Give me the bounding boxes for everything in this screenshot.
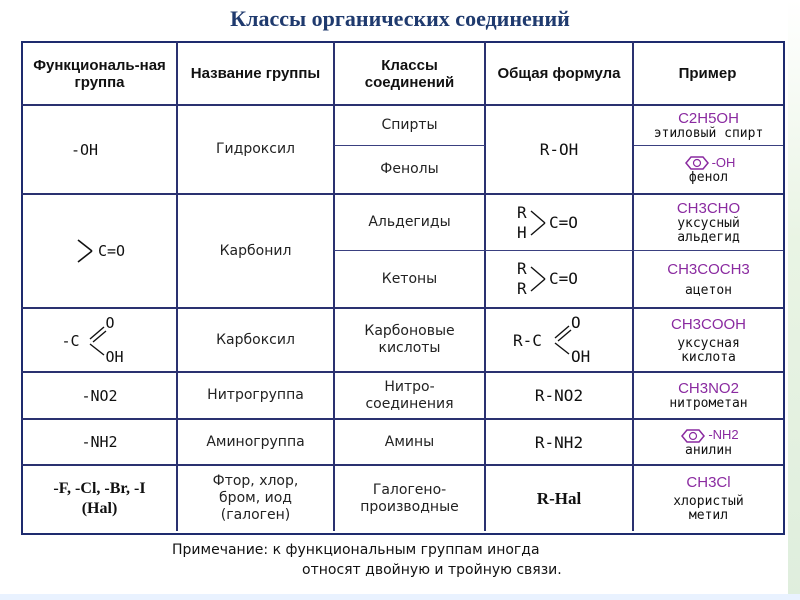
group-carboxyl [23,309,176,371]
group-carboxyl-o: O [105,314,115,332]
example-nitromethane-formula: CH3NO2 [678,380,739,397]
header-name: Название группы [190,65,321,82]
formula-hydroxyl: R-OH [539,140,579,159]
group-carbonyl [23,195,176,307]
class-nitro [335,373,484,418]
footnote-line2: относят двойную и тройную связи. [302,562,562,578]
carboxyl-bond-icon [88,322,108,360]
group-halogen [23,466,176,531]
benzene-ring-icon [682,155,712,171]
footnote-line1: Примечание: к функциональным группам иногда [172,542,540,558]
example-phenol-substituent: -OH [711,154,736,170]
name-hydroxyl: Гидроксил [216,141,295,157]
group-carbonyl-text: C=O [97,242,126,260]
carbonyl-bond-icon [74,236,96,266]
example-phenol-name: фенол [688,170,729,186]
example-acetic-name2: кислота [681,349,736,365]
slide-decoration-right [788,0,800,600]
name-halogen [178,466,333,531]
example-aniline-structure [678,426,738,444]
formula-carboxyl-rc: R-C [513,331,542,350]
formula-ketone [486,251,632,307]
example-ethanol [634,106,783,145]
group-amino: -NH2 [81,433,118,451]
example-ethanol-formula: C2H5OH [678,110,739,127]
formula-aldehyde-co: C=O [549,212,578,232]
example-aniline [634,420,783,464]
name-amino: Аминогруппа [206,433,305,450]
class-phenols: Фенолы [380,161,439,177]
example-ethanol-name: этиловый спирт [653,126,764,141]
formula-aldehyde [486,195,632,250]
formula-nitro: R-NO2 [534,386,584,405]
class-aldehydes: Альдегиды [368,214,451,230]
header-classes: Классы соединений [364,56,455,91]
example-methyl-chloride [634,466,783,531]
group-hydroxyl: -OH [71,140,99,159]
example-acetaldehyde-name1: уксусный [677,216,740,231]
example-acetone-formula: CH3COCH3 [667,260,750,278]
bond-lines-icon [529,263,549,295]
name-nitro: Нитрогруппа [207,387,304,403]
example-acetic-name1: уксусная [677,335,740,351]
formula-ketone-r1: R [517,259,527,278]
group-nitro: -NO2 [81,386,118,405]
benzene-ring-icon [678,428,708,444]
formula-carboxyl [486,309,632,371]
formula-carboxyl-oh: OH [571,347,591,366]
example-phenol [634,146,783,193]
class-nitro-line2: соединения [365,395,454,412]
group-halogen-line1: -F, -Cl, -Br, -I [53,479,146,497]
group-carboxyl-oh: OH [105,348,124,366]
page-title: Классы органических соединений [230,6,570,31]
name-halogen-line2: бром, иод [219,490,292,506]
formula-aldehyde-r: R [517,202,527,222]
class-carboxylic-line1: Карбоновые [364,323,455,339]
header-group: Функциональ-ная группа [33,56,166,91]
example-acetone-name: ацетон [685,282,732,298]
class-carboxylic-acids [335,309,484,371]
example-acetaldehyde-formula: CH3CHO [676,200,741,217]
name-carboxyl: Карбоксил [216,331,295,348]
header-formula: Общая формула [497,65,621,82]
class-amines: Амины [384,433,435,450]
example-acetaldehyde-name2: альдегид [677,230,740,245]
name-halogen-line3: (галоген) [220,507,291,523]
formula-ketone-r2: R [517,279,527,298]
formula-halogen: R-Hal [536,488,582,508]
carboxyl-bond-icon [553,321,573,359]
class-halogen-line1: Галогено- [372,481,447,498]
name-carbonyl: Карбонил [219,242,292,259]
formula-ketone-co: C=O [549,269,578,288]
class-ketones: Кетоны [381,270,438,287]
group-halogen-line2: (Hal) [81,499,118,517]
example-phenol-structure [682,154,736,172]
example-methyl-chloride-name1: хлористый [673,494,744,509]
class-nitro-line1: Нитро- [384,378,435,395]
group-carboxyl-c: -C [61,332,80,350]
class-halogen [335,466,484,531]
example-acetic-formula: CH3COOH [670,315,746,333]
class-alcohols: Спирты [381,117,438,133]
example-acetone [634,251,783,307]
slide-decoration-bottom [0,594,800,600]
example-aniline-name: анилин [685,442,732,458]
example-acetic-acid [634,309,783,371]
bond-lines-icon [529,207,549,239]
formula-amino: R-NH2 [534,432,584,452]
example-aniline-substituent: -NH2 [708,427,739,443]
example-methyl-chloride-formula: CH3Cl [686,474,731,491]
example-methyl-chloride-name2: метил [688,508,729,523]
formula-carboxyl-o: O [571,313,581,332]
example-nitromethane [634,373,783,418]
name-halogen-line1: Фтор, хлор, [212,473,299,489]
formula-aldehyde-h: H [517,222,527,242]
example-nitromethane-name: нитрометан [669,396,748,411]
header-example: Пример [678,65,737,82]
class-carboxylic-line2: кислоты [378,340,441,356]
class-halogen-line2: производные [360,498,459,515]
example-acetaldehyde [634,195,783,250]
